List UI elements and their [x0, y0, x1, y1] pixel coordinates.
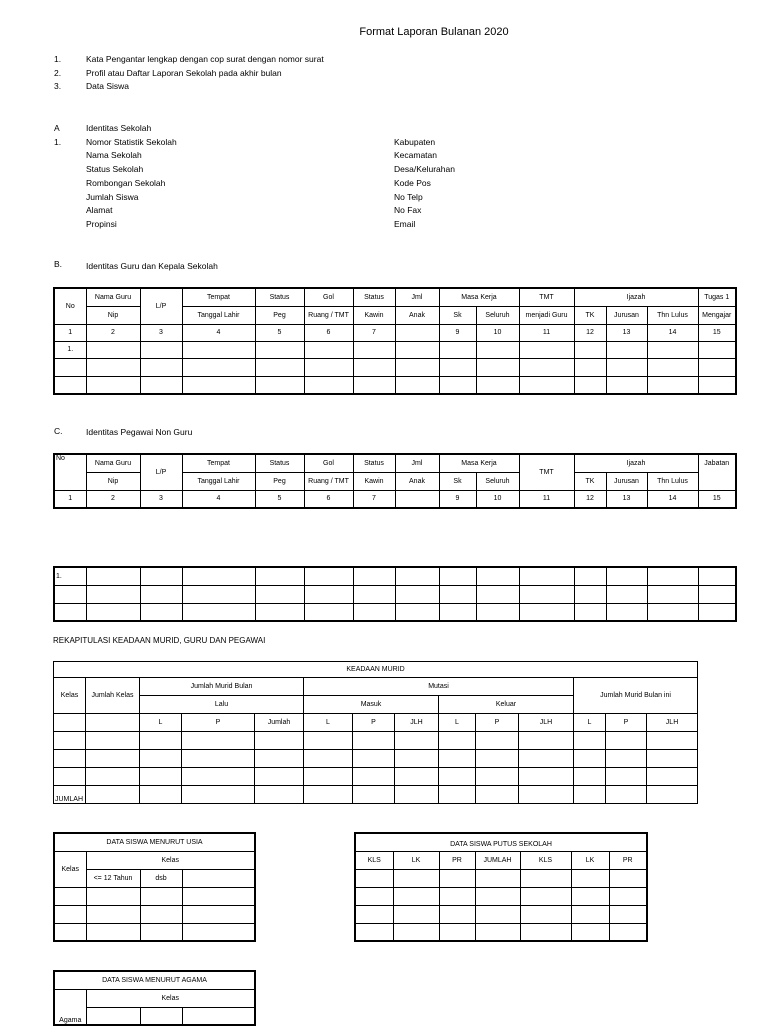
- usia-col-12: <= 12 Tahun: [86, 869, 140, 887]
- field-label: Propinsi: [86, 218, 117, 229]
- agama-title: DATA SISWA MENURUT AGAMA: [54, 971, 255, 989]
- table-row: [54, 750, 698, 768]
- col-num: 10: [476, 490, 519, 508]
- header-jumlah-kelas: Jumlah Kelas: [86, 678, 140, 714]
- table-row: [54, 358, 736, 376]
- sub-header: L: [304, 714, 353, 732]
- table-row: [54, 905, 255, 923]
- intro-item: Kata Pengantar lengkap dengan cop surat dengan nomor surat: [86, 54, 324, 64]
- header-jml: Jml: [395, 288, 439, 306]
- col-num: 13: [606, 490, 647, 508]
- header-tgl: Tanggal Lahir: [182, 306, 255, 324]
- col-num: 10: [476, 324, 519, 341]
- table-row: [54, 603, 736, 621]
- putus-header: KLS: [520, 851, 571, 869]
- col-num: 4: [182, 324, 255, 341]
- col-num: [395, 324, 439, 341]
- header-kelas: Kelas: [54, 678, 86, 714]
- table-row: [54, 887, 255, 905]
- header-keluar: Keluar: [439, 696, 574, 714]
- header-kawin: Kawin: [353, 472, 395, 490]
- agama-kelas-head: Kelas: [86, 989, 255, 1007]
- table-row: [54, 341, 736, 358]
- usia-col-dsb: dsb: [140, 869, 182, 887]
- header-masuk: Masuk: [304, 696, 439, 714]
- intro-num: 2.: [54, 67, 62, 78]
- header-jurusan: Jurusan: [606, 306, 647, 324]
- rekap-head: KEADAAN MURID: [54, 662, 698, 678]
- header-ijazah: Ijazah: [574, 454, 698, 472]
- header-masa: Masa Kerja: [439, 288, 519, 306]
- header-gol: Gol: [304, 454, 353, 472]
- col-num: 12: [574, 324, 606, 341]
- col-num: 7: [353, 324, 395, 341]
- col-num: 7: [353, 490, 395, 508]
- header-tmt: TMT: [519, 288, 574, 306]
- field-label: Kode Pos: [394, 177, 431, 188]
- header-status: Status: [255, 454, 304, 472]
- col-num: 14: [647, 324, 698, 341]
- col-num: 3: [140, 324, 182, 341]
- header-ijazah: Ijazah: [574, 288, 698, 306]
- field-label: Desa/Kelurahan: [394, 164, 455, 175]
- col-num: 3: [140, 490, 182, 508]
- field-label: Nomor Statistik Sekolah: [86, 136, 177, 147]
- section-num: 1.: [54, 136, 62, 147]
- field-label: No Fax: [394, 205, 422, 216]
- putus-header: LK: [393, 851, 439, 869]
- section-title: Identitas Guru dan Kepala Sekolah: [86, 261, 218, 271]
- header-sk: Sk: [439, 472, 476, 490]
- header-tk: TK: [574, 472, 606, 490]
- pegawai-rows-table: [53, 566, 737, 622]
- field-label: Status Sekolah: [86, 164, 144, 175]
- header-ruang: Ruang / TMT: [304, 472, 353, 490]
- col-num: 6: [304, 490, 353, 508]
- header-mg: menjadi Guru: [519, 306, 574, 324]
- header-lp: L/P: [140, 288, 182, 324]
- putus-header: PR: [609, 851, 647, 869]
- header-bulan-lalu: Jumlah Murid Bulan: [140, 678, 304, 696]
- col-num: 15: [698, 324, 736, 341]
- table-row: [54, 585, 736, 603]
- col-num: 11: [519, 324, 574, 341]
- header-seluruh: Seluruh: [476, 472, 519, 490]
- col-num: 1: [54, 490, 86, 508]
- sub-header: JLH: [519, 714, 574, 732]
- sub-header: L: [574, 714, 606, 732]
- section-title: Identitas Pegawai Non Guru: [86, 427, 193, 437]
- usia-table: [53, 832, 256, 942]
- guru-table: [53, 287, 737, 395]
- table-row: [54, 732, 698, 750]
- usia-kelas-head: Kelas: [86, 851, 255, 869]
- table-row: [355, 905, 647, 923]
- header-jml: Jml: [395, 454, 439, 472]
- col-num: 13: [606, 324, 647, 341]
- section-letter: B.: [54, 259, 63, 269]
- page-title: Format Laporan Bulanan 2020: [359, 26, 509, 38]
- col-num: 9: [439, 490, 476, 508]
- sub-header: P: [606, 714, 647, 732]
- sub-header: P: [353, 714, 395, 732]
- header-gol: Gol: [304, 288, 353, 306]
- header-tmt: TMT: [519, 454, 574, 490]
- sub-header: JLH: [395, 714, 439, 732]
- sub-header: JLH: [647, 714, 698, 732]
- col-num: 14: [647, 490, 698, 508]
- header-no: No: [54, 454, 86, 490]
- header-mengajar: Mengajar: [698, 306, 736, 324]
- intro-item: Data Siswa: [86, 81, 129, 92]
- col-num: 5: [255, 490, 304, 508]
- putus-header: JUMLAH: [475, 851, 520, 869]
- intro-num: 3.: [54, 81, 62, 92]
- section-a-right: [394, 136, 455, 232]
- field-label: Nama Sekolah: [86, 150, 142, 161]
- sub-header: L: [439, 714, 476, 732]
- header-tugas: Tugas 1: [698, 288, 736, 306]
- pegawai-table: [53, 453, 737, 509]
- col-num: 9: [439, 324, 476, 341]
- header-kawin: Kawin: [353, 306, 395, 324]
- header-thn: Thn Lulus: [647, 472, 698, 490]
- header-anak: Anak: [395, 306, 439, 324]
- section-a-letters: [54, 122, 61, 149]
- header-mutasi: Mutasi: [304, 678, 574, 696]
- header-peg: Peg: [255, 472, 304, 490]
- header-status: Status: [255, 288, 304, 306]
- header-tempat: Tempat: [182, 454, 255, 472]
- col-num: 2: [86, 324, 140, 341]
- table-row: [355, 869, 647, 887]
- header-jabatan: Jabatan: [698, 454, 736, 490]
- header-ruang: Ruang / TMT: [304, 306, 353, 324]
- table-row: [355, 923, 647, 941]
- row-number: 1.: [54, 567, 86, 585]
- header-nama: Nama Guru: [86, 454, 140, 472]
- agama-label: Agama: [54, 989, 86, 1025]
- putus-table: [354, 832, 648, 942]
- field-label: Kecamatan: [394, 150, 437, 161]
- field-label: Alamat: [86, 205, 113, 216]
- section-a-left: [86, 122, 177, 232]
- usia-kelas: Kelas: [54, 851, 86, 887]
- field-label: Email: [394, 218, 416, 229]
- field-label: Kabupaten: [394, 136, 436, 147]
- header-tempat: Tempat: [182, 288, 255, 306]
- field-label: No Telp: [394, 191, 423, 202]
- header-status2: Status: [353, 288, 395, 306]
- section-title: Identitas Sekolah: [86, 123, 152, 133]
- col-num: 4: [182, 490, 255, 508]
- header-lp: L/P: [140, 454, 182, 490]
- rekap-table: [53, 661, 698, 804]
- header-nip: Nip: [86, 472, 140, 490]
- table-row: [54, 923, 255, 941]
- header-masa: Masa Kerja: [439, 454, 519, 472]
- header-jurusan: Jurusan: [606, 472, 647, 490]
- col-num: 2: [86, 490, 140, 508]
- column-number-row: [54, 490, 736, 508]
- total-row: [54, 786, 698, 804]
- agama-table: [53, 970, 256, 1026]
- header-nip: Nip: [86, 306, 140, 324]
- col-num: 15: [698, 490, 736, 508]
- col-num: 12: [574, 490, 606, 508]
- table-row: [54, 768, 698, 786]
- rekap-title: REKAPITULASI KEADAAN MURID, GURU DAN PEGAWAI: [53, 636, 266, 645]
- sub-header: P: [182, 714, 255, 732]
- table-row: [355, 887, 647, 905]
- putus-header: PR: [439, 851, 475, 869]
- row-number: 1.: [54, 341, 86, 358]
- header-no: No: [54, 288, 86, 324]
- col-num: [395, 490, 439, 508]
- header-thn: Thn Lulus: [647, 306, 698, 324]
- header-bulan-ini: Jumlah Murid Bulan ini: [574, 678, 698, 714]
- sub-header: Jumlah: [255, 714, 304, 732]
- table-row: [54, 567, 736, 585]
- putus-header: KLS: [355, 851, 393, 869]
- sub-header: P: [476, 714, 519, 732]
- header-status2: Status: [353, 454, 395, 472]
- col-num: 6: [304, 324, 353, 341]
- field-label: Jumlah Siswa: [86, 191, 139, 202]
- intro-numbers: [54, 53, 61, 94]
- header-tk: TK: [574, 306, 606, 324]
- header-sk: Sk: [439, 306, 476, 324]
- usia-title: DATA SISWA MENURUT USIA: [54, 833, 255, 851]
- section-letter: C.: [54, 426, 63, 436]
- intro-num: 1.: [54, 54, 62, 64]
- col-num: 11: [519, 490, 574, 508]
- col-num: 1: [54, 324, 86, 341]
- header-anak: Anak: [395, 472, 439, 490]
- column-number-row: [54, 324, 736, 341]
- col-num: 5: [255, 324, 304, 341]
- sub-header: L: [140, 714, 182, 732]
- total-label: JUMLAH: [54, 786, 86, 804]
- header-peg: Peg: [255, 306, 304, 324]
- intro-list: [86, 53, 324, 94]
- header-nama: Nama Guru: [86, 288, 140, 306]
- intro-item: Profil atau Daftar Laporan Sekolah pada akhir bulan: [86, 67, 282, 78]
- header-bulan-lalu-2: Lalu: [140, 696, 304, 714]
- header-tgl: Tanggal Lahir: [182, 472, 255, 490]
- table-row: [54, 376, 736, 394]
- putus-title: DATA SISWA PUTUS SEKOLAH: [355, 833, 647, 851]
- field-label: Rombongan Sekolah: [86, 177, 166, 188]
- section-letter: A: [54, 123, 60, 133]
- header-seluruh: Seluruh: [476, 306, 519, 324]
- putus-header: LK: [571, 851, 609, 869]
